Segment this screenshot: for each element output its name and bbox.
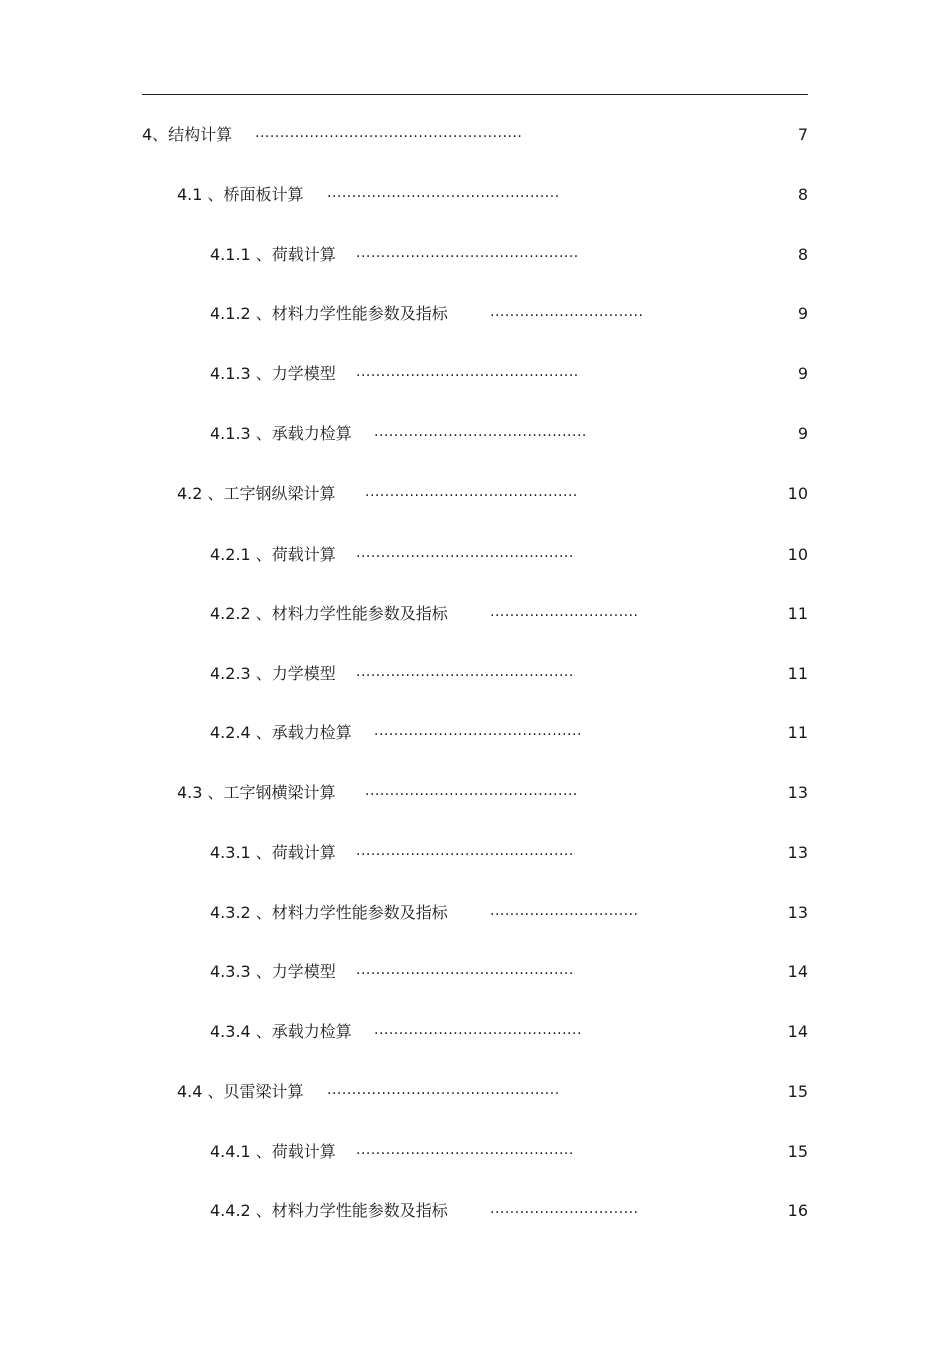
toc-entry-4-3-2[interactable]: [0, 900, 950, 926]
toc-entry-4-2[interactable]: [0, 481, 950, 507]
toc-entry-label: 4.2.2 、材料力学性能参数及指标: [210, 604, 448, 623]
toc-leader-dots: ...............................................: [327, 1082, 560, 1098]
toc-entry-label: 4.2.3 、力学模型: [210, 664, 336, 683]
toc-leader-dots: ...........................................: [374, 424, 587, 440]
toc-page-number: 9: [797, 424, 808, 443]
toc-entry-4-4-2[interactable]: [0, 1198, 950, 1224]
toc-leader-dots: .............................................: [356, 364, 579, 380]
toc-entry-4-1-3b[interactable]: [0, 421, 950, 447]
toc-entry-4-3-1[interactable]: [0, 840, 950, 866]
toc-leader-dots: ............................................: [356, 664, 574, 680]
toc-page-number: 15: [787, 1082, 808, 1101]
toc-entry-label: 4.3 、工字钢横梁计算: [177, 783, 336, 802]
toc-entry-label: 4.1 、桥面板计算: [177, 185, 304, 204]
toc-page-number: 8: [797, 185, 808, 204]
toc-leader-dots: ..............................: [490, 903, 639, 919]
toc-entry-label: 4.1.1 、荷载计算: [210, 245, 336, 264]
toc-page-number: 15: [787, 1142, 808, 1161]
toc-entry-label: 4.2.1 、荷载计算: [210, 545, 336, 564]
toc-entry-4-3-3[interactable]: [0, 959, 950, 985]
toc-entry-4-1[interactable]: [0, 182, 950, 208]
toc-entry-4-2-3[interactable]: [0, 661, 950, 687]
toc-entry-4-4-1[interactable]: [0, 1139, 950, 1165]
toc-entry-label: 4.2.4 、承载力检算: [210, 723, 352, 742]
toc-page-number: 13: [787, 903, 808, 922]
toc-leader-dots: ...............................: [490, 304, 644, 320]
toc-entry-4[interactable]: [0, 122, 950, 148]
toc-leader-dots: ............................................: [356, 962, 574, 978]
toc-leader-dots: ..........................................: [374, 1022, 582, 1038]
toc-entry-4-3[interactable]: [0, 780, 950, 806]
toc-leader-dots: ..........................................: [374, 723, 582, 739]
toc-page-number: 11: [787, 723, 808, 742]
toc-entry-label: 4.3.3 、力学模型: [210, 962, 336, 981]
toc-entry-label: 4.4.2 、材料力学性能参数及指标: [210, 1201, 448, 1220]
toc-leader-dots: ......................................................: [255, 125, 523, 141]
toc-page-number: 14: [787, 962, 808, 981]
toc-page-number: 13: [787, 843, 808, 862]
toc-leader-dots: .............................................: [356, 245, 579, 261]
toc-leader-dots: ............................................: [356, 545, 574, 561]
toc-page-number: 14: [787, 1022, 808, 1041]
toc-leader-dots: ...............................................: [327, 185, 560, 201]
toc-page-number: 16: [787, 1201, 808, 1220]
toc-entry-label: 4.3.1 、荷载计算: [210, 843, 336, 862]
toc-entry-label: 4.4 、贝雷梁计算: [177, 1082, 304, 1101]
toc-leader-dots: ..............................: [490, 604, 639, 620]
toc-page-number: 13: [787, 783, 808, 802]
toc-page-number: 8: [797, 245, 808, 264]
toc-entry-4-2-4[interactable]: [0, 720, 950, 746]
toc-entry-label: 4.1.3 、承载力检算: [210, 424, 352, 443]
toc-entry-label: 4.3.2 、材料力学性能参数及指标: [210, 903, 448, 922]
toc-entry-label: 4、结构计算: [142, 125, 233, 144]
toc-entry-label: 4.1.3 、力学模型: [210, 364, 336, 383]
toc-page-number: 9: [797, 304, 808, 323]
toc-entry-label: 4.2 、工字钢纵梁计算: [177, 484, 336, 503]
toc-page-number: 11: [787, 664, 808, 683]
toc-entry-label: 4.4.1 、荷载计算: [210, 1142, 336, 1161]
toc-leader-dots: ............................................: [356, 843, 574, 859]
toc-page-number: 9: [797, 364, 808, 383]
toc-entry-4-1-1[interactable]: [0, 242, 950, 268]
toc-entry-4-3-4[interactable]: [0, 1019, 950, 1045]
toc-entry-4-4[interactable]: [0, 1079, 950, 1105]
toc-leader-dots: ..............................: [490, 1201, 639, 1217]
toc-entry-label: 4.3.4 、承载力检算: [210, 1022, 352, 1041]
toc-page-number: 10: [787, 545, 808, 564]
toc-page-number: 7: [797, 125, 808, 144]
toc-entry-4-1-2[interactable]: [0, 301, 950, 327]
toc-page-number: 11: [787, 604, 808, 623]
toc-leader-dots: ............................................: [356, 1142, 574, 1158]
toc-leader-dots: ...........................................: [365, 484, 578, 500]
toc-entry-4-1-3[interactable]: [0, 361, 950, 387]
toc-entry-4-2-1[interactable]: [0, 542, 950, 568]
toc-entry-4-2-2[interactable]: [0, 601, 950, 627]
toc-leader-dots: ...........................................: [365, 783, 578, 799]
toc-page-number: 10: [787, 484, 808, 503]
toc-entry-label: 4.1.2 、材料力学性能参数及指标: [210, 304, 448, 323]
